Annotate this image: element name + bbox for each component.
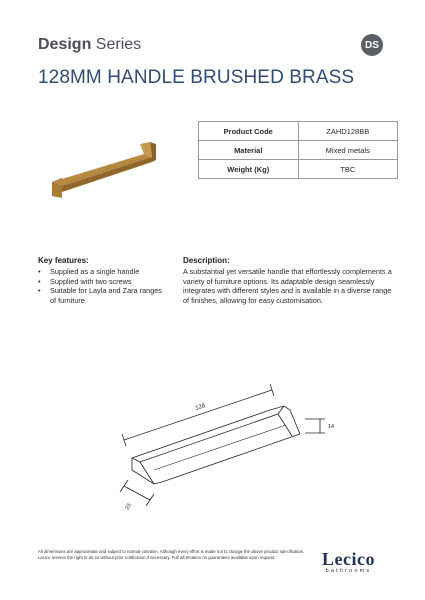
brand-name: Lecico bbox=[322, 549, 375, 569]
disclaimer-text: All dimensions are approximate and subject to normal variation. Although every effort is made not to change the above product specification, Lecico reserve the right to do so without prior notification if necessary. Full information on guarantees available upon request. bbox=[38, 549, 305, 560]
technical-drawing bbox=[110, 370, 350, 530]
spec-key: Product Code bbox=[199, 122, 299, 141]
width-label: 23 bbox=[124, 502, 133, 511]
brand-subtitle: bathrooms bbox=[325, 568, 372, 574]
brand-logo bbox=[322, 549, 375, 574]
spec-key: Material bbox=[199, 141, 299, 160]
length-dimension-line bbox=[124, 390, 272, 440]
list-item: • Supplied as a single handle bbox=[38, 267, 168, 277]
list-item: • Supplied with two screws bbox=[38, 277, 168, 287]
spec-value: Mixed metals bbox=[298, 141, 398, 160]
handle-outline bbox=[132, 406, 300, 484]
description-text: A substantial yet versatile handle that effortlessly complements a variety of furniture options. Its adaptable design seamlessly integrates with different styles and is available in a diverse range of finishes, allowing for easy customisation. bbox=[183, 267, 392, 305]
spec-row bbox=[199, 141, 398, 160]
ds-logo: DS bbox=[361, 34, 383, 56]
spec-row bbox=[199, 122, 398, 141]
spec-value: TBC bbox=[298, 160, 398, 179]
height-label: 14 bbox=[328, 424, 335, 430]
list-item: • Suitable for Layla and Zara ranges of furniture bbox=[38, 286, 168, 305]
spec-value: ZAHD128BB bbox=[298, 122, 398, 141]
product-image bbox=[40, 140, 180, 210]
product-title: 128MM HANDLE BRUSHED BRASS bbox=[38, 67, 355, 88]
spec-table bbox=[198, 121, 398, 179]
key-features-list bbox=[38, 267, 168, 305]
series-bold: Design bbox=[38, 36, 92, 53]
series-rest: Series bbox=[91, 36, 142, 53]
key-features-title: Key features: bbox=[38, 256, 89, 265]
spec-key: Weight (Kg) bbox=[199, 160, 299, 179]
length-label: 128 bbox=[194, 403, 207, 412]
spec-row bbox=[199, 160, 398, 179]
description-title: Description: bbox=[183, 256, 230, 265]
series-heading bbox=[38, 36, 141, 54]
